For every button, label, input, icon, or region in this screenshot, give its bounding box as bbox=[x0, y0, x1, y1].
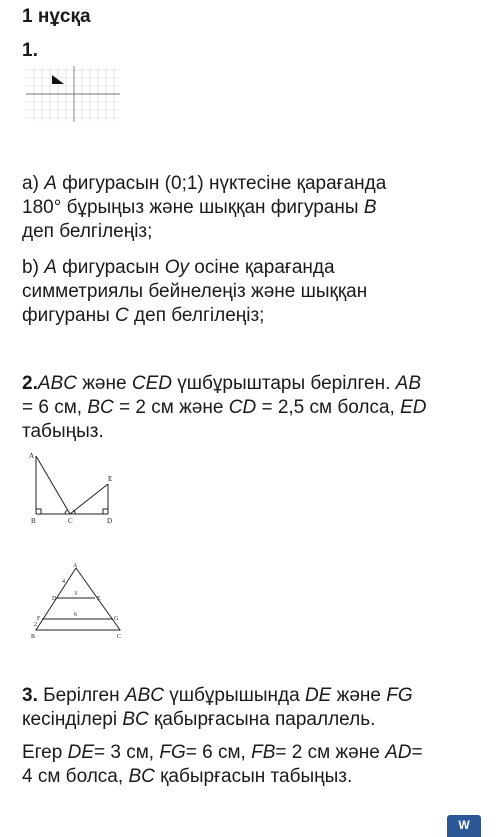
label-c: C bbox=[117, 634, 122, 640]
task3-condition: Егер DE= 3 см, FG= 6 см, FB= 2 см және AD= 4 см болса, BC қабырғасын табыңыз. bbox=[22, 742, 423, 787]
label-g: G bbox=[114, 616, 119, 622]
label-b: B bbox=[31, 634, 36, 640]
label-b: B bbox=[31, 517, 36, 525]
num-3: 3 bbox=[74, 591, 77, 597]
num-2: 2 bbox=[34, 622, 37, 628]
task3-figure bbox=[28, 562, 128, 644]
task2-figure bbox=[22, 448, 122, 528]
label-a: A bbox=[73, 563, 78, 569]
task2-text: 2.ABC және CED үшбұрыштары берілген. AB = 6 см, BC = 2 см және CD = 2,5 см болса, ED табыңыз. bbox=[22, 373, 427, 442]
label-a: A bbox=[29, 452, 35, 460]
coordinate-grid-figure bbox=[26, 66, 120, 122]
label-d: D bbox=[107, 517, 113, 525]
label-f: F bbox=[37, 616, 41, 622]
task1-part-a: а) A фигурасын (0;1) нүктесіне қарағанда 180° бұрыңыз және шыққан фигураны B деп белгілеңіз; bbox=[22, 173, 387, 242]
label-e: E bbox=[108, 475, 113, 483]
label-c: C bbox=[68, 517, 73, 525]
num-4: 4 bbox=[62, 579, 65, 585]
task3-text: 3. Берілген ABC үшбұрышында DE және FG кесінділері BC қабырғасына параллель. bbox=[22, 685, 413, 730]
label-d: D bbox=[52, 596, 57, 602]
task1-part-b: b) A фигурасын Oy осіне қарағанда симметриялы бейнелеңіз және шыққан фигураны C деп белгілеңіз; bbox=[22, 257, 368, 326]
page-title: 1 нұсқа bbox=[22, 6, 91, 27]
task1-number: 1. bbox=[22, 40, 38, 61]
word-document-icon[interactable]: W bbox=[447, 815, 481, 837]
num-6: 6 bbox=[74, 612, 77, 618]
label-e: E bbox=[97, 596, 101, 602]
